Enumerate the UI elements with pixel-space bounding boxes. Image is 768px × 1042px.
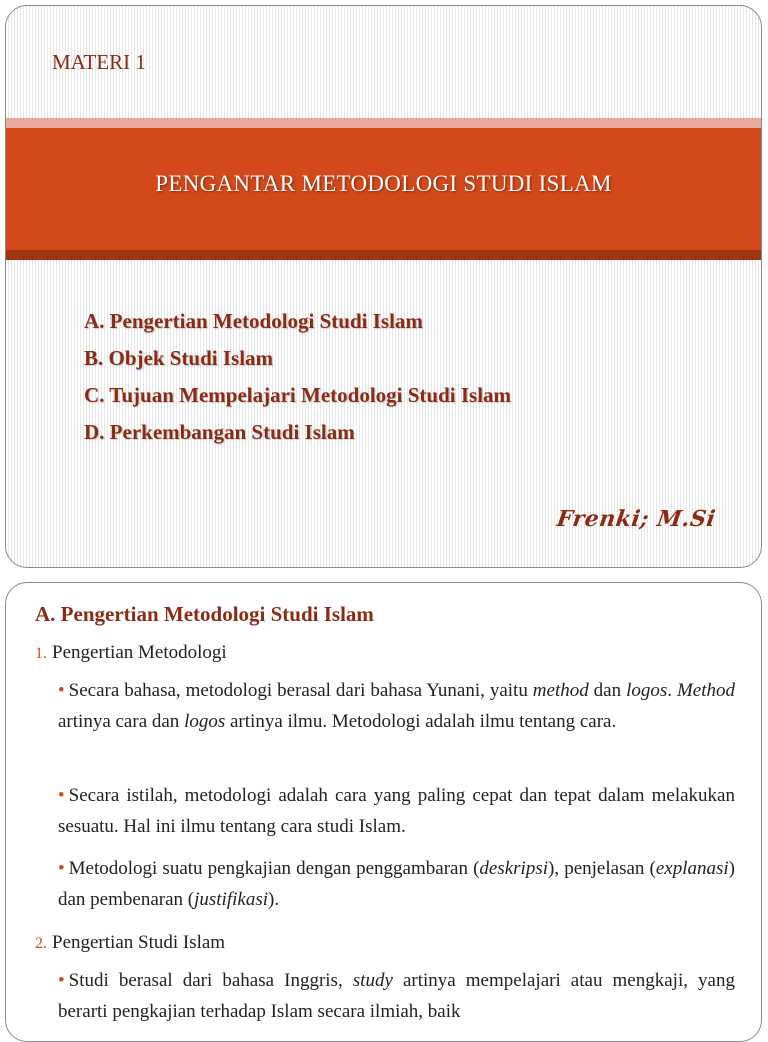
subsection-title: Pengertian Studi Islam [52,932,226,953]
toc-item-a: A. Pengertian Metodologi Studi Islam [84,309,423,333]
subsection-2 [35,932,225,954]
bullet-dot: • [58,970,65,991]
table-of-contents [84,305,511,453]
bullet-dot: • [58,858,65,879]
toc-item-b: B. Objek Studi Islam [84,346,274,370]
bullet-dot: • [58,680,65,701]
content-slide [5,582,762,1042]
band-bottom-stripe [6,250,761,260]
band-top-stripe [6,118,761,128]
author-signature: Frenki; M.Si [554,506,717,532]
toc-item-d: D. Perkembangan Studi Islam [84,420,355,444]
bullet-item: • Metodologi suatu pengkajian dengan penggambaran (deskripsi), penjelasan (explanasi) dan pembenaran (justifikasi). [58,858,735,910]
subsection-title: Pengertian Metodologi [52,642,227,663]
toc-item-c: C. Tujuan Mempelajari Metodologi Studi Islam [84,383,512,407]
bullet-item: • Studi berasal dari bahasa Inggris, study artinya mempelajari atau mengkaji, yang berarti pengkajian terhadap Islam secara ilmiah, baik [58,970,735,1022]
slide-title: PENGANTAR METODOLOGI STUDI ISLAM [155,171,612,196]
subsection-number: 2. [35,935,47,952]
bullet-dot: • [58,785,65,806]
materi-label: MATERI 1 [52,50,146,74]
subsection-1 [35,642,227,664]
section-heading: A. Pengertian Metodologi Studi Islam [35,602,374,626]
bullet-item: • Secara istilah, metodologi adalah cara yang paling cepat dan tepat dalam melakukan sesuatu. Hal ini ilmu tentang cara studi Islam. [58,785,735,837]
title-slide [5,5,762,568]
bullet-item: • Secara bahasa, metodologi berasal dari bahasa Yunani, yaitu method dan logos. Method artinya cara dan logos artinya ilmu. Metodologi adalah ilmu tentang cara. [58,680,736,732]
subsection-number: 1. [35,645,47,662]
